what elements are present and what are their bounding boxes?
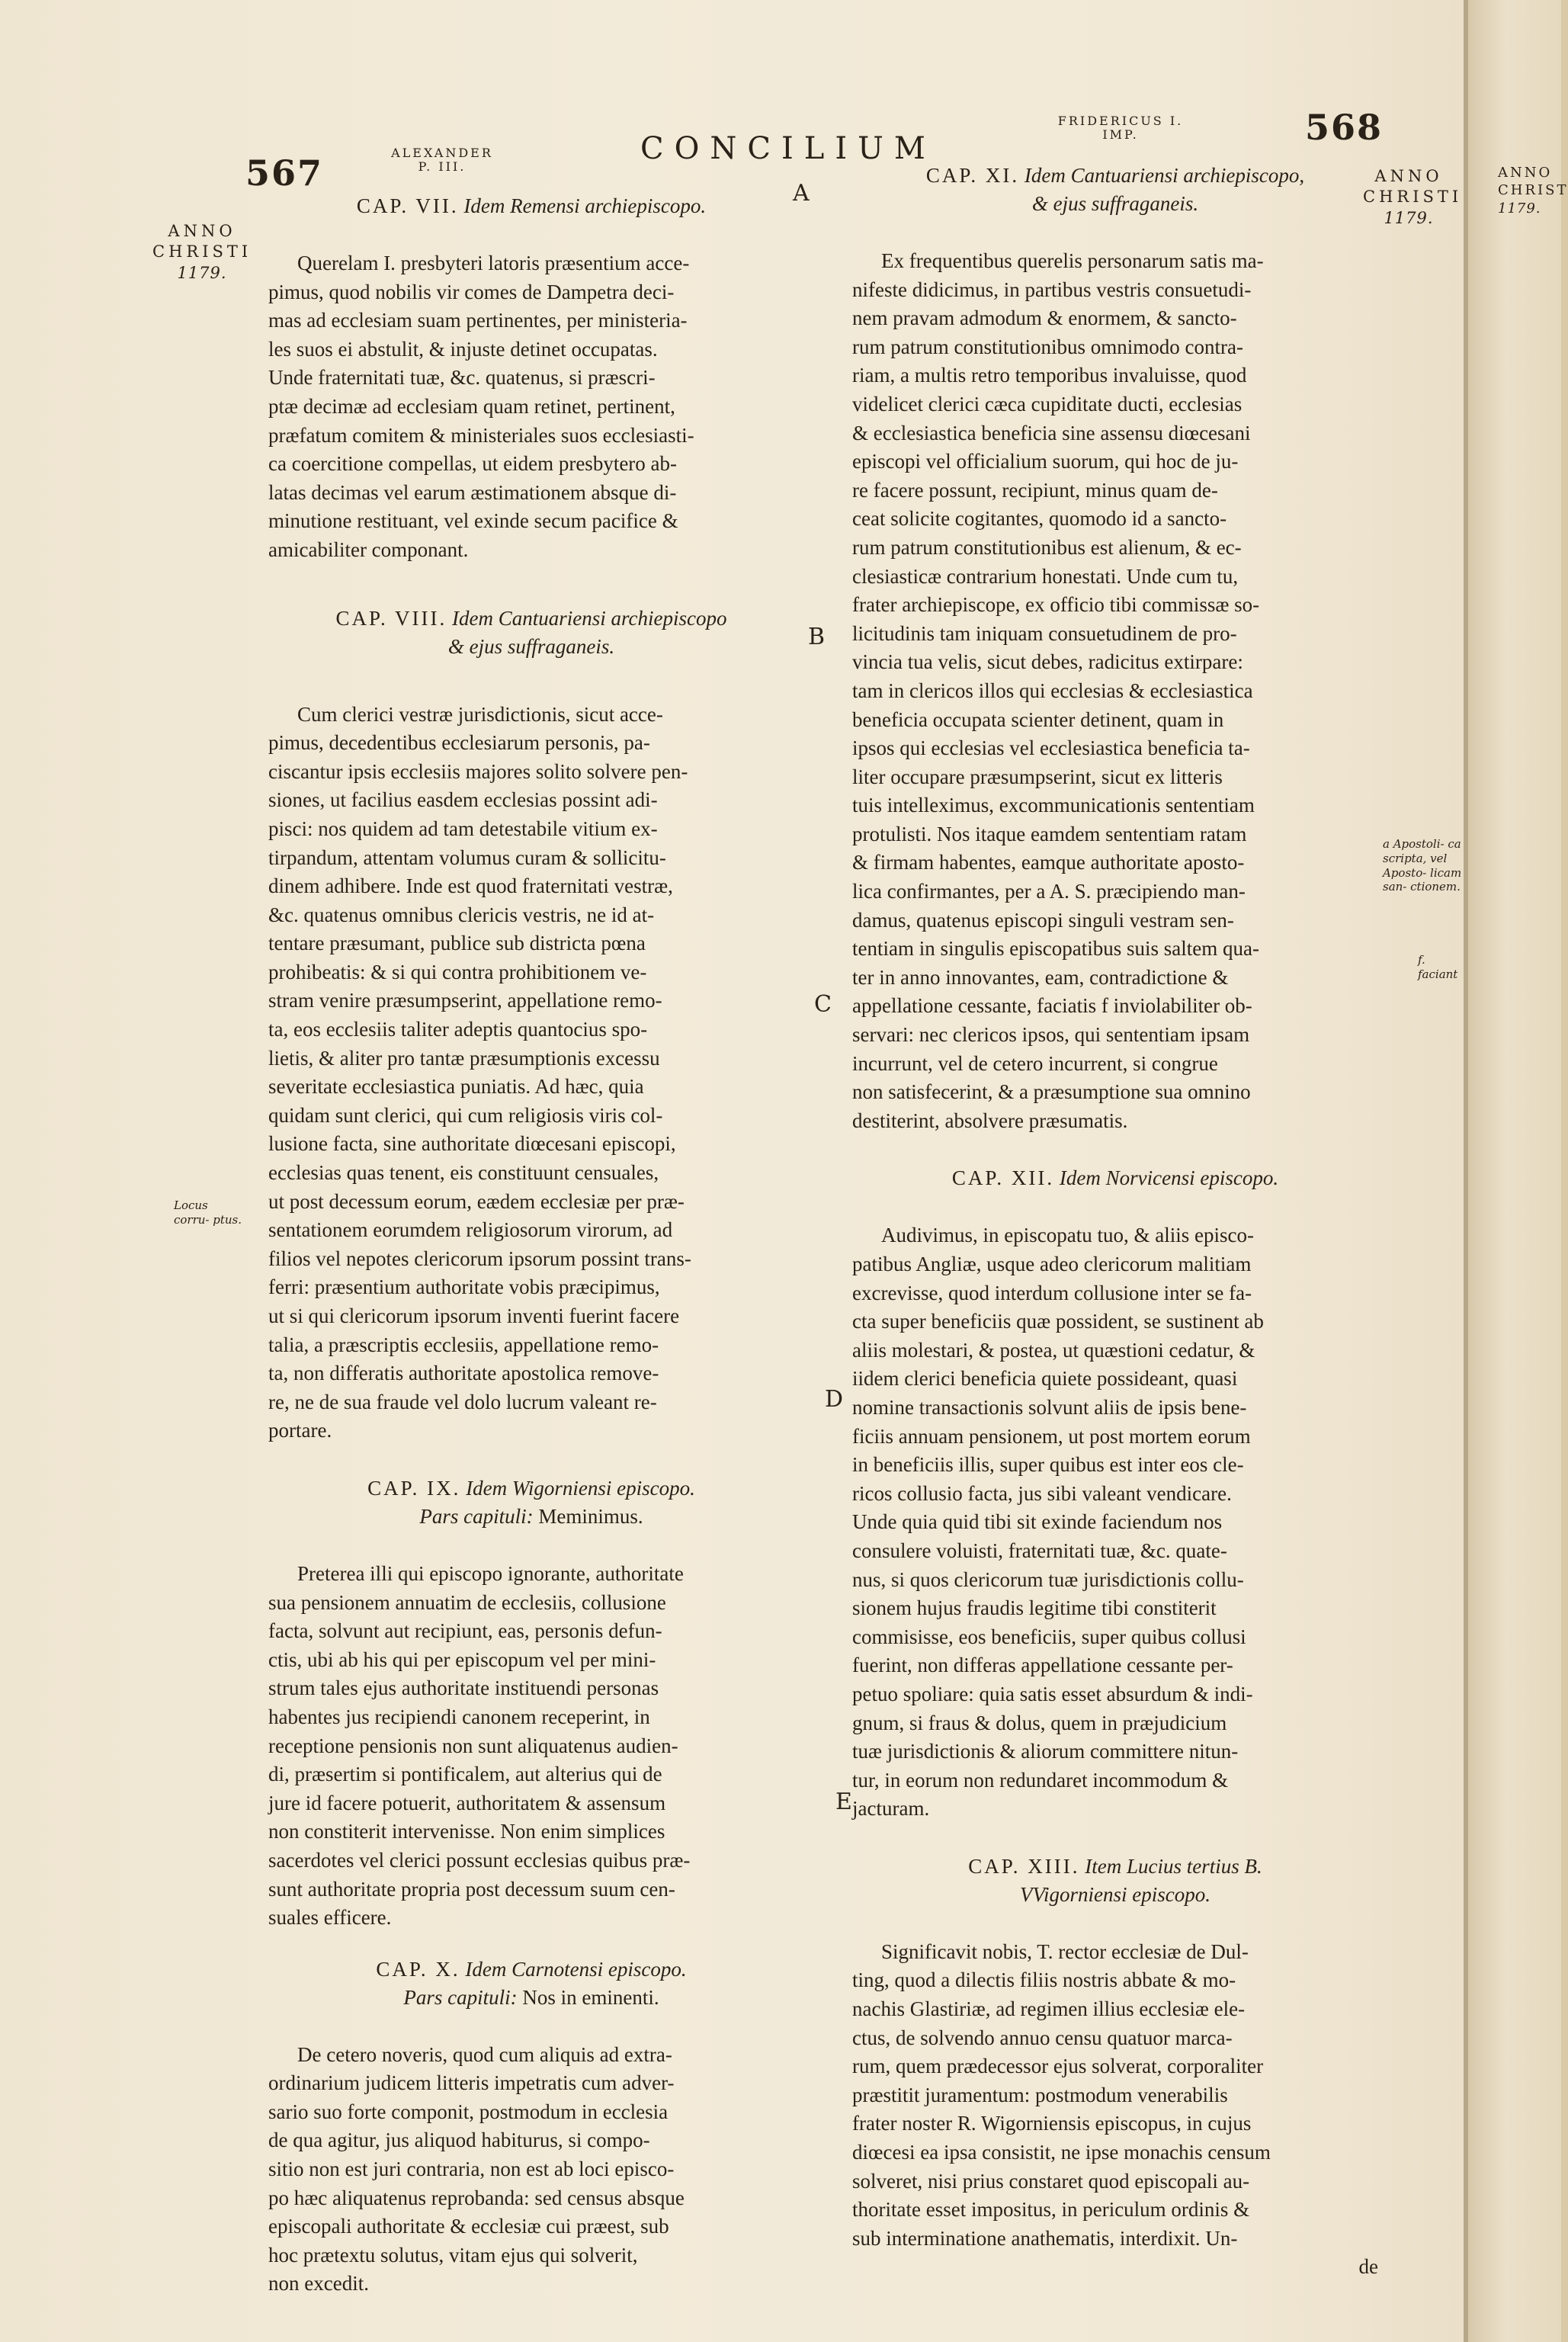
text-line: ordinarium judicem litteris impetratis cum adver-	[268, 2071, 675, 2095]
text-line: servari: nec clericos ipsos, qui sententiam ipsam	[852, 1023, 1250, 1047]
text-line: ctis, ubi ab his qui per episcopum vel per mini-	[268, 1647, 656, 1671]
text-line: Querelam I. presbyteri latoris præsentium acce-	[297, 252, 690, 274]
chapter-number: CAP. XI.	[925, 164, 1020, 187]
text-line: hoc prætextu solutus, vitam ejus qui solverit,	[268, 2243, 638, 2267]
text-line: petuo spoliare: quia satis esset absurdum & indi-	[852, 1682, 1253, 1705]
text-line: jacturam.	[852, 1797, 930, 1821]
text-line: fuerint, non differas appellatione cessante per-	[852, 1654, 1233, 1677]
text-line: non constiterit intervenisse. Non enim simplices	[268, 1820, 665, 1843]
text-line: Audivimus, in episcopatu tuo, & aliis episco-	[881, 1224, 1254, 1247]
text-line: gnum, si fraus & dolus, quem in præjudicium	[852, 1711, 1227, 1734]
text-line: re facere possunt, recipiunt, minus quam de-	[852, 478, 1218, 502]
text-line: po hæc aliquatenus reprobanda: sed census absque	[268, 2186, 685, 2209]
text-line: sua pensionem annuatim de ecclesiis, collusione	[268, 1590, 666, 1614]
text-line: habentes jus recipiendi canonem receperint, in	[268, 1705, 650, 1728]
left-runhead-name: ALEXANDER	[391, 146, 493, 160]
left-margin-note: Locus corru- ptus.	[174, 1198, 242, 1227]
text-line: damus, quatenus episcopi singuli vestram sen-	[852, 908, 1234, 932]
text-line: ricos collusio facta, jus sibi valeant vendicare.	[852, 1481, 1232, 1505]
text-line: rum patrum constitutionibus omnimodo contra-	[852, 335, 1243, 358]
text-line: & ecclesiastica beneficia sine assensu diœcesani	[852, 421, 1251, 444]
text-line: portare.	[268, 1419, 332, 1442]
margin-note-a: a Apostoli- ca scripta, vel Aposto- licam san- ctionem.	[1383, 837, 1462, 894]
right-column	[852, 162, 1378, 2282]
text-line: dinem adhibere. Inde est quod fraternitati vestræ,	[268, 874, 673, 898]
text-line: ciscantur ipsis ecclesiis majores solito solvere pen-	[268, 759, 688, 783]
chapter-dedication: Item Lucius tertius B.	[1085, 1854, 1262, 1878]
text-line: ecclesias quas tenent, eis constituunt censuales,	[268, 1161, 659, 1185]
chapter-number: CAP. X.	[376, 1957, 460, 1981]
text-line: severitate ecclesiastica puniatis. Ad hæc, quia	[268, 1075, 644, 1099]
text-line: ca coercitione compellas, ut eidem presbytero ab-	[268, 452, 678, 476]
pars-label: Pars capituli:	[419, 1504, 534, 1528]
text-line: frater noster R. Wigorniensis episcopus, in cujus	[852, 2112, 1252, 2135]
text-line: frater archiepiscope, ex officio tibi commissæ so-	[852, 593, 1260, 617]
text-line: De cetero noveris, quod cum aliquis ad extra-	[297, 2042, 672, 2066]
right-runhead-sub: IMP.	[1102, 127, 1139, 143]
text-line: excrevisse, quod interdum collusione inter se fa-	[852, 1281, 1252, 1304]
text-line: cta super beneficiis quæ possident, se sustinent ab	[852, 1310, 1264, 1333]
text-line: Preterea illi qui episcopo ignorante, authoritate	[297, 1561, 684, 1585]
text-line: incurrunt, vel de cetero incurrent, si congrue	[852, 1051, 1218, 1075]
text-line: Ex frequentibus querelis personarum satis ma-	[881, 249, 1264, 272]
text-line: Significavit nobis, T. rector ecclesiæ de Dul-	[881, 1939, 1249, 1963]
text-line: rum, quem prædecessor ejus solverat, corporaliter	[852, 2055, 1264, 2078]
anno-label: ANNO	[1374, 167, 1443, 185]
text-line: filios vel nepotes clericorum ipsorum possint trans-	[268, 1246, 691, 1270]
text-line: tuæ jurisdictionis & aliorum committere nitun-	[852, 1740, 1239, 1763]
text-line: de qua agitur, jus aliquod habiturus, si compo-	[268, 2129, 650, 2152]
text-line: episcopi vel officialium suorum, qui hoc de ju-	[852, 450, 1239, 473]
right-runhead	[1048, 114, 1193, 143]
text-line: pisci: nos quidem ad tam detestabile vitium ex-	[268, 816, 658, 840]
text-line: facta, solvunt aut recipiunt, eas, personis defun-	[268, 1619, 662, 1643]
text-line: sub interminatione anathematis, interdixit. Un-	[852, 2226, 1238, 2250]
text-line: Cum clerici vestræ jurisdictionis, sicut acce-	[297, 702, 663, 726]
text-line: non excedit.	[268, 2272, 369, 2295]
text-line: licitudinis tam iniquam consuetudinem de pro-	[852, 621, 1237, 645]
text-line: appellatione cessante, faciatis f inviolabiliter ob-	[852, 994, 1252, 1018]
text-line: sario suo forte componit, postmodum in ecclesia	[268, 2100, 669, 2123]
text-line: iidem clerici beneficia quiete possideant, quasi	[852, 1367, 1238, 1391]
chapter-number: CAP. VII.	[356, 194, 459, 217]
text-line: re, ne de sua fraude vel dolo lucrum valeant re-	[268, 1390, 657, 1413]
text-line: tam in clericos illos qui ecclesias & ecclesiastica	[852, 679, 1253, 702]
chapter-dedication: Idem Wigorniensi episcopo.	[466, 1476, 695, 1500]
chapter-number: CAP. XII.	[951, 1166, 1055, 1190]
text-line: in beneficiis illis, super quibus est inter eos cle-	[852, 1453, 1244, 1477]
cap-vii-heading	[268, 192, 794, 220]
text-line: ut si qui clericorum ipsorum inventi fuerint facere	[268, 1304, 680, 1327]
text-line: nem pravam admodum & enormem, & sancto-	[852, 306, 1237, 330]
text-line: pimus, quod nobilis vir comes de Dampetra deci-	[268, 280, 675, 303]
text-line: latas decimas vel earum æstimationem absque di-	[268, 480, 677, 504]
next-page-edge	[1468, 0, 1568, 2342]
text-line: ter in anno innovantes, eam, contradictione &	[852, 965, 1229, 989]
text-line: præfatum comitem & ministeriales suos ecclesiasti-	[268, 423, 694, 447]
cap-xi-heading	[852, 162, 1378, 218]
year-label: 1179.	[177, 263, 227, 282]
text-line: præstitit juramentum: postmodum venerabilis	[852, 2083, 1228, 2106]
right-page-number: 568	[1305, 107, 1384, 148]
cap-xiii-text	[852, 1938, 1378, 2282]
text-line: commisisse, eos beneficiis, super quibus collusi	[852, 1625, 1246, 1648]
text-line: les suos ei abstulit, & injuste detinet occupatas.	[268, 337, 658, 361]
text-line: patibus Angliæ, usque adeo clericorum malitiam	[852, 1253, 1252, 1275]
text-line: prohibeatis: & si qui contra prohibitionem ve-	[268, 960, 647, 983]
text-line: sacerdotes vel clerici possunt ecclesias quibus præ-	[268, 1848, 691, 1872]
text-line: ficiis annuam pensionem, ut post mortem eorum	[852, 1424, 1251, 1448]
text-line: clesiasticæ contrarium honestati. Unde cum tu,	[852, 564, 1239, 588]
chapter-dedication: Idem Cantuariensi archiepiscopo,	[1024, 164, 1305, 187]
cap-xii-text	[852, 1221, 1378, 1823]
text-line: ta, eos ecclesiis taliter adeptis quantocius spo-	[268, 1018, 648, 1041]
section-letter-c: C	[814, 991, 832, 1018]
text-line: ctus, de solvendo annuo censu quatuor marca-	[852, 2026, 1233, 2049]
margin-note-f: f. faciant	[1418, 953, 1458, 981]
cap-viii-text	[268, 701, 794, 1445]
christi-label: CHRIST	[1498, 182, 1568, 199]
chapter-dedication-line2: VVigorniensi episcopo.	[1020, 1882, 1210, 1906]
text-line: solveret, nisi prius constaret quod episcopali au-	[852, 2169, 1250, 2193]
text-line: sionem hujus fraudis legitime tibi constiterit	[852, 1596, 1217, 1620]
chapter-dedication-line2: & ejus suffraganeis.	[447, 634, 615, 658]
text-line: consulere voluisti, fraternitati tuæ, &c. quate-	[852, 1538, 1227, 1562]
text-line: ting, quod a dilectis filiis nostris abbate & mo-	[852, 1968, 1236, 1992]
text-line: minutione restituant, vel exinde secum pacifice &	[268, 509, 678, 533]
christi-label: CHRISTI	[1363, 188, 1463, 207]
running-title: CONCILIUM	[640, 131, 936, 166]
text-line: protulisti. Nos itaque eamdem sententiam ratam	[852, 822, 1247, 845]
text-line: ipsos qui ecclesias vel ecclesiastica beneficia ta-	[852, 736, 1250, 760]
cap-xii-heading	[852, 1164, 1378, 1192]
text-line: liter occupare præsumpserint, sicut ex litteris	[852, 765, 1223, 788]
text-line: di, præsertim si pontificalem, aut alterius qui de	[268, 1763, 662, 1786]
chapter-number: CAP. VIII.	[335, 606, 447, 630]
left-runhead	[377, 146, 507, 175]
chapter-dedication: Idem Cantuariensi archiepiscopo	[452, 606, 727, 630]
text-line: quidam sunt clerici, qui cum religiosis viris col-	[268, 1103, 663, 1127]
text-line: tuis intelleximus, excommunicationis sententiam	[852, 794, 1255, 817]
chapter-number: CAP. XIII.	[968, 1854, 1080, 1878]
text-line: lietis, & aliter pro tantæ præsumptionis excessu	[268, 1046, 660, 1070]
text-line: strum tales ejus authoritate instituendi personas	[268, 1676, 659, 1700]
chapter-dedication: Idem Norvicensi episcopo.	[1059, 1166, 1279, 1190]
cap-x-text	[268, 2041, 794, 2299]
left-column	[268, 192, 794, 2299]
text-line: siones, ut facilius easdem ecclesias possint adi-	[268, 788, 658, 812]
text-line: videlicet clerici cæca cupiditate ducti, ecclesias	[852, 392, 1243, 415]
left-page-number: 567	[245, 152, 324, 194]
text-line: diœcesi ea ipsa consistit, ne ipse monachis censum	[852, 2141, 1271, 2164]
text-line: thoritate esset impositus, in periculum ordinis &	[852, 2198, 1250, 2222]
text-line: nus, si quos clericorum tuæ jurisdictionis collu-	[852, 1567, 1244, 1591]
chapter-dedication: Idem Carnotensi episcopo.	[465, 1957, 687, 1981]
text-line: sitio non est juri contraria, non est ab loci episco-	[268, 2158, 675, 2181]
text-line: Unde quia quid tibi sit exinde faciendum nos	[852, 1510, 1223, 1534]
text-line: suales efficere.	[268, 1906, 392, 1930]
section-letter-b: B	[808, 624, 826, 650]
text-line: rum patrum constitutionibus est alienum, & ec-	[852, 535, 1242, 559]
pars-capituli	[268, 1984, 794, 2012]
text-line: destiterint, absolvere præsumatis.	[852, 1108, 1128, 1132]
text-line: lica confirmantes, per a A. S. præcipiendo man-	[852, 880, 1246, 903]
cap-xiii-heading	[852, 1853, 1378, 1909]
year-label: 1179.	[1384, 208, 1434, 227]
text-line: receptione pensionis non sunt aliquatenus audien-	[268, 1734, 678, 1757]
christi-label: CHRISTI	[152, 242, 252, 261]
text-line: tur, in eorum non redundaret incommodum &	[852, 1768, 1229, 1792]
chapter-number: CAP. IX.	[367, 1476, 461, 1500]
cap-x-heading	[268, 1955, 794, 2012]
section-letter-a: A	[793, 180, 810, 207]
text-line: mas ad ecclesiam suam pertinentes, per ministeria-	[268, 309, 688, 332]
text-line: ferri: præsentium authoritate vobis præcipimus,	[268, 1275, 660, 1299]
text-line: tirpandum, attentam volumus curam & sollicitu-	[268, 845, 666, 869]
text-line: ut post decessum eorum, eædem ecclesiæ per præ-	[268, 1189, 685, 1213]
right-runhead-name: FRIDERICUS I.	[1057, 114, 1184, 128]
left-runhead-sub: P. III.	[418, 159, 467, 175]
cap-ix-text	[268, 1560, 794, 1933]
text-line: tentiam in singulis episcopatibus suis saltem qua-	[852, 937, 1259, 961]
text-line: episcopali authoritate & ecclesiæ cui præest, sub	[268, 2215, 669, 2238]
text-line: ta, non differatis authoritate apostolica remove-	[268, 1362, 659, 1385]
section-letter-e: E	[835, 1789, 852, 1815]
pars-label: Pars capituli:	[403, 1985, 518, 2009]
cap-xi-text	[852, 247, 1378, 1135]
left-margin-year	[152, 221, 252, 284]
text-line: &c. quatenus omnibus clericis vestris, ne id at-	[268, 903, 655, 926]
pars-text: Nos in eminenti.	[522, 1985, 659, 2009]
text-line: Unde fraternitati tuæ, &c. quatenus, si præscri-	[268, 366, 656, 390]
text-line: talia, a præscriptis ecclesiis, appellatione remo-	[268, 1333, 659, 1356]
section-letter-d: D	[825, 1386, 844, 1413]
text-line: nifeste didicimus, in partibus vestris consuetudi-	[852, 278, 1252, 301]
text-line: nomine transactionis solvunt aliis de ipsis bene-	[852, 1395, 1247, 1419]
text-line: jure id facere potuerit, authoritatem & assensum	[268, 1791, 666, 1814]
text-line: ceat solicite cogitantes, quomodo id a sancto-	[852, 507, 1227, 531]
text-line: non satisfecerint, & a præsumptione sua omnino	[852, 1080, 1251, 1104]
cap-viii-heading	[268, 605, 794, 661]
pars-text: Meminimus.	[538, 1504, 643, 1528]
text-line: sentationem eorumdem religiosorum virorum, ad	[268, 1218, 673, 1242]
text-line: lusione facta, sine authoritate diœcesani episcopi,	[268, 1132, 676, 1156]
text-line: stram venire præsumpserint, appellatione remo-	[268, 989, 662, 1012]
text-line: tentare præsumant, publice sub districta pœna	[268, 932, 646, 955]
text-line: beneficia occupata scienter detinent, quam in	[852, 707, 1224, 731]
text-line: amicabiliter componant.	[268, 537, 469, 561]
text-line: nachis Glastiriæ, ad regimen illius ecclesiæ ele-	[852, 1997, 1246, 2021]
text-line: ptæ decimæ ad ecclesiam quam retinet, pertinent,	[268, 394, 675, 418]
text-line: riam, a multis retro temporibus invaluisse, quod	[852, 364, 1247, 387]
cap-ix-heading	[268, 1474, 794, 1531]
pars-capituli	[268, 1503, 794, 1531]
next-page-year	[1498, 164, 1568, 217]
chapter-dedication-line2: & ejus suffraganeis.	[1031, 192, 1199, 215]
text-line: vincia tua velis, sicut debes, radicitus extirpare:	[852, 650, 1243, 674]
text-line: aliis molestari, & postea, ut quæstioni cedatur, &	[852, 1338, 1255, 1362]
chapter-dedication: Idem Remensi archiepiscopo.	[463, 194, 707, 217]
anno-label: ANNO	[168, 222, 236, 240]
year-label: 1179.	[1498, 200, 1541, 217]
cap-vii-text	[268, 249, 794, 565]
text-line: sunt authoritate propria post decessum suum cen-	[268, 1877, 675, 1901]
text-line: & firmam habentes, eamque authoritate aposto-	[852, 851, 1245, 874]
catchword: de	[1358, 2255, 1378, 2279]
text-line: pimus, decedentibus ecclesiarum personis, pa-	[268, 731, 650, 755]
anno-label: ANNO	[1498, 165, 1553, 181]
